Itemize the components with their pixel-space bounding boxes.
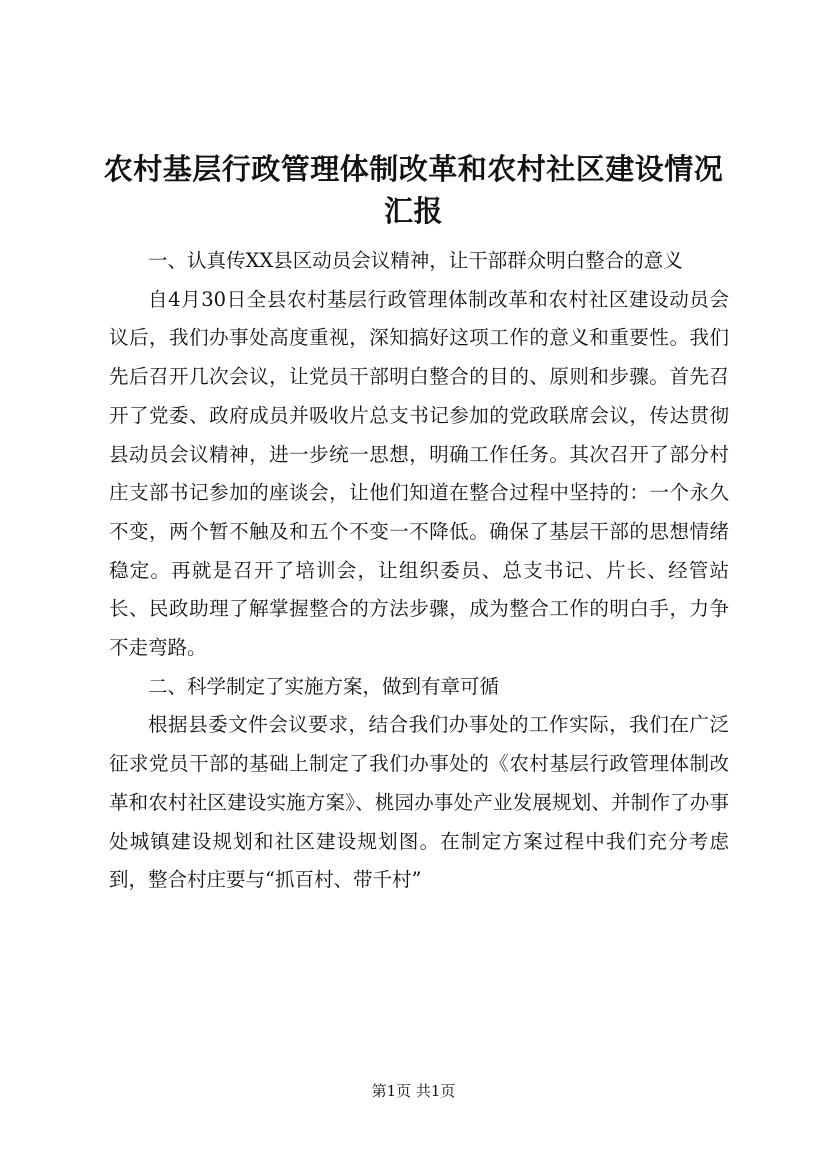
body-paragraph-2: 根据县委文件会议要求，结合我们办事处的工作实际，我们在广泛征求党员干部的基础上制定了我们办事处的《农村基层行政管理体制改革和农村社区建设实施方案》、桃园办事处产业发展规划、并制作了办事处城镇建设规划和社区建设规划图。在制定方案过程中我们充分考虑到，整合村庄要与“抓百村、带千村” (109, 713, 729, 892)
body-paragraph-1: 自4月30日全县农村基层行政管理体制改革和农村社区建设动员会议后，我们办事处高度重视，深知搞好这项工作的意义和重要性。我们先后召开几次会议，让党员干部明白整合的目的、原则和步骤。首先召开了党委、政府成员并吸收片总支书记参加的党政联席会议，传达贯彻县动员会议精神，进一步统一思想，明确工作任务。其次召开了部分村庄支部书记参加的座谈会，让他们知道在整合过程中坚持的：一个永久不变，两个暂不触及和五个不变一不降低。确保了基层干部的思想情绪稳定。再就是召开了培训会，让组织委员、总支书记、片长、经管站长、民政助理了解掌握整合的方法步骤，成为整合工作的明白手，力争不走弯路。 (109, 287, 729, 660)
section-heading-2: 二、科学制定了实施方案，做到有章可循 (148, 674, 500, 698)
document-title: 农村基层行政管理体制改革和农村社区建设情况汇报 (103, 152, 724, 228)
document-body (109, 242, 729, 900)
section-heading-1: 一、认真传XX县区动员会议精神，让干部群众明白整合的意义 (148, 249, 683, 272)
page-footer: 第1页 共1页 (371, 1082, 456, 1100)
